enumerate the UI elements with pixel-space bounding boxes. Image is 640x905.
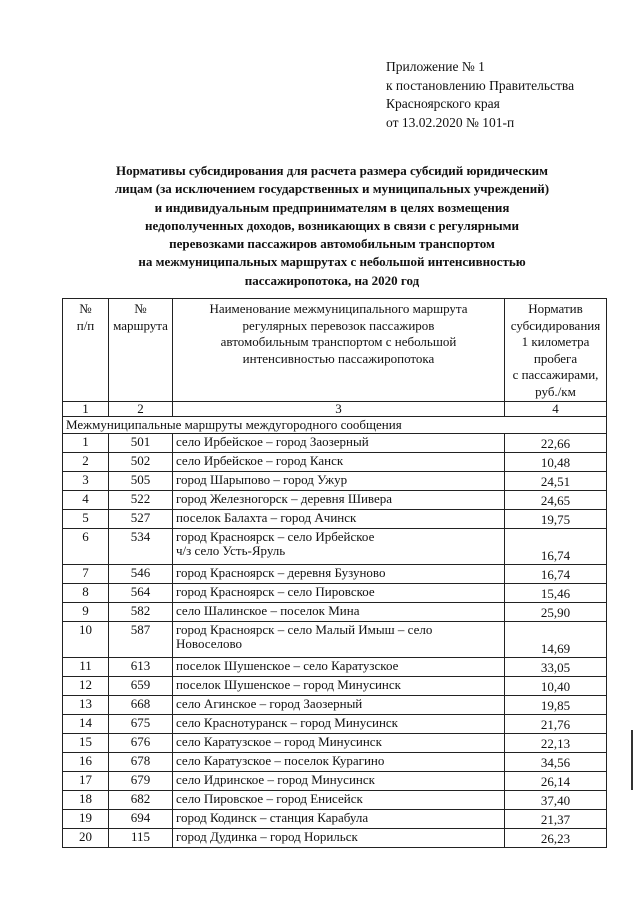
header-rate-line: Норматив (528, 301, 583, 316)
subsidy-rate: 34,56 (505, 753, 607, 772)
route-name-cell (173, 472, 505, 491)
row-number: 12 (63, 677, 109, 696)
table-row (63, 584, 607, 603)
appendix-decree-line: к постановлению Правительства (386, 77, 575, 93)
route-name-cell (173, 715, 505, 734)
appendix-title: Приложение № 1 (386, 59, 485, 74)
table-row (63, 510, 607, 529)
subsidy-rate: 21,76 (505, 715, 607, 734)
subsidy-rate: 37,40 (505, 791, 607, 810)
title-line: перевозками пассажиров автомобильным транспортом (169, 236, 495, 252)
subsidy-rate: 16,74 (505, 529, 607, 565)
header-name-line: интенсивностью пассажиропотока (242, 350, 435, 366)
route-number: 675 (109, 715, 173, 734)
route-name-cell (173, 677, 505, 696)
table-row (63, 622, 607, 658)
table-row (63, 715, 607, 734)
route-number: 679 (109, 772, 173, 791)
route-name-cell (173, 753, 505, 772)
title-line: лицам (за исключением государственных и муниципальных учреждений) (114, 181, 550, 197)
table-header-row (63, 299, 607, 402)
route-name: поселок Шушенское – село Каратузское (176, 658, 399, 673)
appendix-region-line: Красноярского края (386, 96, 500, 111)
subsidy-rate: 10,48 (505, 453, 607, 472)
route-number: 613 (109, 658, 173, 677)
column-number: 3 (173, 402, 505, 417)
route-name-cell (173, 696, 505, 715)
route-name: село Каратузское – город Минусинск (176, 734, 382, 749)
table-row (63, 658, 607, 677)
row-number: 18 (63, 791, 109, 810)
subsidy-rate: 22,13 (505, 734, 607, 753)
header-rate-line: субсидирования (510, 317, 601, 333)
route-number: 522 (109, 491, 173, 510)
row-number: 2 (63, 453, 109, 472)
route-number: 587 (109, 622, 173, 658)
route-name: город Красноярск – деревня Бузуново (176, 565, 386, 580)
section-row (63, 417, 607, 434)
route-name: город Красноярск – село Пировское (176, 584, 375, 599)
route-number: 502 (109, 453, 173, 472)
route-name-cell (173, 658, 505, 677)
route-name-cell (173, 603, 505, 622)
scan-edge-mark (631, 730, 633, 790)
row-number: 7 (63, 565, 109, 584)
route-number: 582 (109, 603, 173, 622)
route-name: село Ирбейское – город Канск (176, 453, 344, 468)
row-number: 16 (63, 753, 109, 772)
header-rate-line: пробега (533, 350, 578, 366)
table-row (63, 791, 607, 810)
row-number: 6 (63, 529, 109, 565)
subsidy-rate: 26,23 (505, 829, 607, 848)
table-row (63, 772, 607, 791)
route-name-continued: ч/з село Усть-Яруль (176, 543, 286, 558)
route-number: 505 (109, 472, 173, 491)
table-row (63, 472, 607, 491)
row-number: 8 (63, 584, 109, 603)
route-name: село Идринское – город Минусинск (176, 772, 375, 787)
section-title: Межмуниципальные маршруты междугородного сообщения (63, 417, 607, 434)
row-number: 17 (63, 772, 109, 791)
header-name-line: регулярных перевозок пассажиров (242, 317, 435, 333)
row-number: 13 (63, 696, 109, 715)
row-number: 1 (63, 434, 109, 453)
title-line: Нормативы субсидирования для расчета размера субсидий юридическим (115, 163, 549, 178)
route-name: город Дудинка – город Норильск (176, 829, 358, 844)
header-rate-line: руб./км (535, 383, 576, 399)
route-name: город Красноярск – село Малый Имыш – село (176, 622, 433, 637)
route-name: село Краснотуранск – город Минусинск (176, 715, 398, 730)
route-number: 546 (109, 565, 173, 584)
table-row (63, 810, 607, 829)
route-number: 676 (109, 734, 173, 753)
table-row (63, 453, 607, 472)
route-name-cell (173, 810, 505, 829)
subsidy-rate: 26,14 (505, 772, 607, 791)
subsidy-rate: 19,75 (505, 510, 607, 529)
row-number: 20 (63, 829, 109, 848)
title-line: пассажиропотока, на 2020 год (244, 272, 420, 288)
subsidy-rate: 22,66 (505, 434, 607, 453)
route-name-cell (173, 491, 505, 510)
route-name-cell (173, 453, 505, 472)
table-body (63, 299, 607, 848)
route-number: 668 (109, 696, 173, 715)
row-number: 11 (63, 658, 109, 677)
subsidy-rate: 24,65 (505, 491, 607, 510)
route-name-cell (173, 529, 505, 565)
header-number (63, 299, 109, 402)
route-name: село Агинское – город Заозерный (176, 696, 363, 711)
route-name: город Шарыпово – город Ужур (176, 472, 348, 487)
row-number: 5 (63, 510, 109, 529)
subsidy-rate: 21,37 (505, 810, 607, 829)
subsidy-rate: 33,05 (505, 658, 607, 677)
column-number: 4 (505, 402, 607, 417)
row-number: 19 (63, 810, 109, 829)
subsidy-rate: 19,85 (505, 696, 607, 715)
title-line: и индивидуальным предпринимателям в целях возмещения (154, 199, 510, 215)
route-number: 682 (109, 791, 173, 810)
table-row (63, 434, 607, 453)
subsidy-rate: 25,90 (505, 603, 607, 622)
route-name: город Красноярск – село Ирбейское (176, 529, 375, 544)
header-route-line: № (134, 301, 147, 316)
route-name: село Пировское – город Енисейск (176, 791, 363, 806)
subsidy-rate: 14,69 (505, 622, 607, 658)
table-row (63, 829, 607, 848)
row-number: 10 (63, 622, 109, 658)
route-name: село Шалинское – поселок Мина (176, 603, 360, 618)
route-number: 534 (109, 529, 173, 565)
table-row (63, 677, 607, 696)
appendix-block (386, 58, 574, 132)
table-row (63, 565, 607, 584)
route-name-cell (173, 622, 505, 658)
document-title (62, 162, 602, 290)
route-name-cell (173, 565, 505, 584)
route-name: село Ирбейское – город Заозерный (176, 434, 369, 449)
route-number: 527 (109, 510, 173, 529)
header-number-line: № (79, 301, 92, 316)
header-route (109, 299, 173, 402)
header-name-line: автомобильным транспортом с небольшой (220, 334, 457, 349)
header-number-line: п/п (76, 317, 95, 333)
route-number: 659 (109, 677, 173, 696)
appendix-date-line: от 13.02.2020 № 101-п (386, 114, 515, 130)
table-row (63, 734, 607, 753)
route-name-cell (173, 772, 505, 791)
route-name: поселок Балахта – город Ачинск (176, 510, 357, 525)
route-number: 501 (109, 434, 173, 453)
column-number-row (63, 402, 607, 417)
column-number: 1 (63, 402, 109, 417)
route-number: 694 (109, 810, 173, 829)
header-subsidy-rate (505, 299, 607, 402)
table-row (63, 603, 607, 622)
route-name: город Железногорск – деревня Шивера (176, 491, 393, 506)
subsidy-rate: 10,40 (505, 677, 607, 696)
subsidy-rate: 16,74 (505, 565, 607, 584)
route-number: 678 (109, 753, 173, 772)
route-name: село Каратузское – поселок Курагино (176, 753, 385, 768)
title-line: на межмуниципальных маршрутах с небольшой интенсивностью (138, 254, 526, 270)
table-row (63, 529, 607, 565)
route-name-continued: Новоселово (176, 636, 242, 651)
title-line: недополученных доходов, возникающих в связи с регулярными (144, 217, 520, 233)
route-name: город Кодинск – станция Карабула (176, 810, 369, 825)
route-name-cell (173, 829, 505, 848)
row-number: 14 (63, 715, 109, 734)
subsidy-table (62, 298, 607, 848)
header-route-line: маршрута (113, 317, 168, 333)
route-name-cell (173, 791, 505, 810)
column-number: 2 (109, 402, 173, 417)
subsidy-rate: 24,51 (505, 472, 607, 491)
route-name-cell (173, 510, 505, 529)
row-number: 3 (63, 472, 109, 491)
table-row (63, 753, 607, 772)
row-number: 4 (63, 491, 109, 510)
table-row (63, 696, 607, 715)
route-number: 564 (109, 584, 173, 603)
route-name: поселок Шушенское – город Минусинск (176, 677, 401, 692)
header-name-line: Наименование межмуниципального маршрута (209, 301, 468, 316)
route-name-cell (173, 584, 505, 603)
table-row (63, 491, 607, 510)
header-rate-line: 1 километра (521, 334, 590, 349)
route-number: 115 (109, 829, 173, 848)
header-route-name (173, 299, 505, 402)
row-number: 15 (63, 734, 109, 753)
route-name-cell (173, 734, 505, 753)
row-number: 9 (63, 603, 109, 622)
subsidy-rate: 15,46 (505, 584, 607, 603)
header-rate-line: с пассажирами, (512, 367, 599, 382)
route-name-cell (173, 434, 505, 453)
